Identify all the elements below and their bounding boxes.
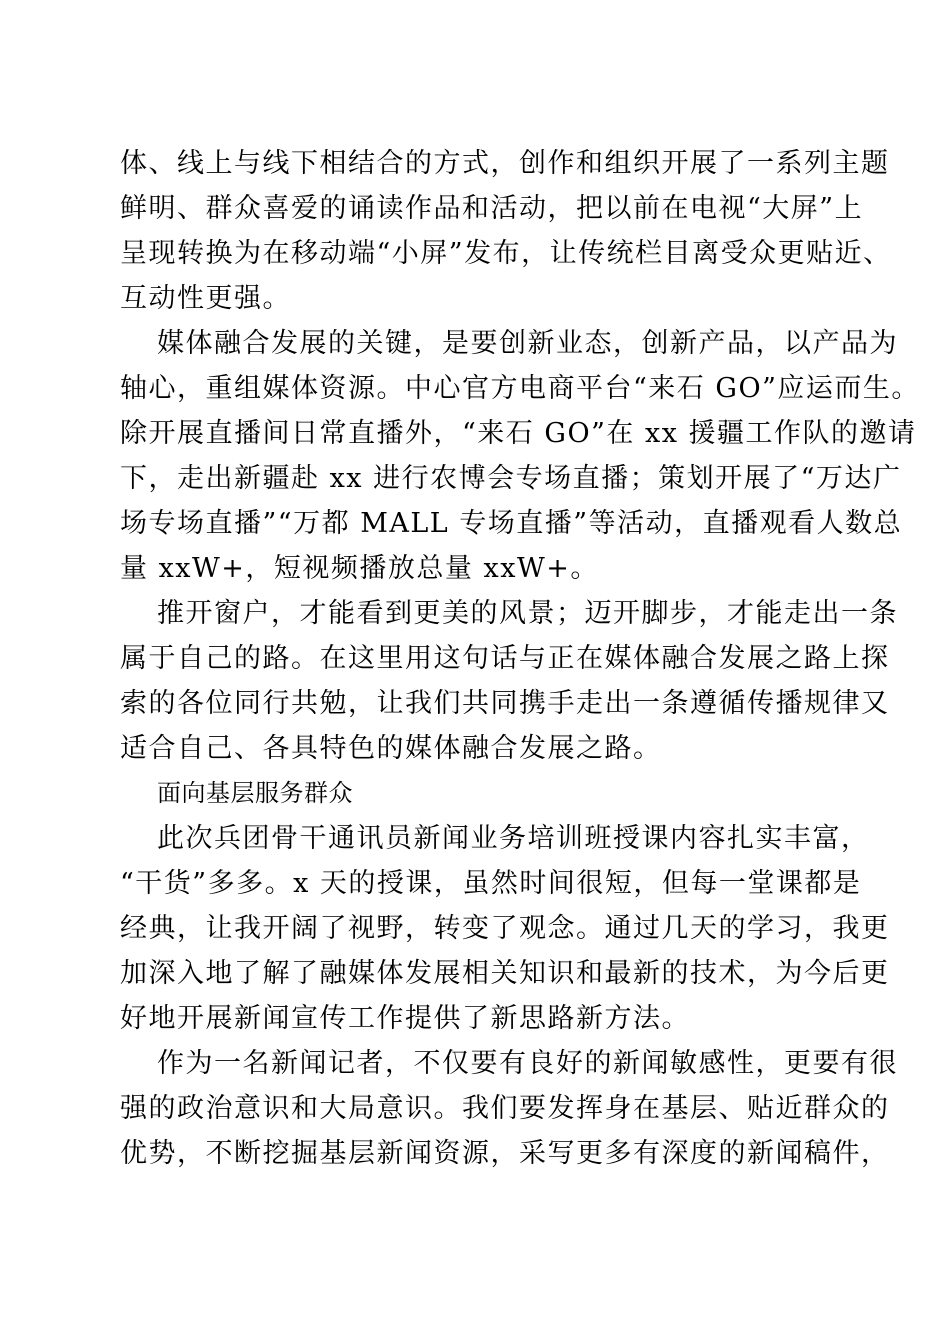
paragraph-first-line: 推开窗户，才能看到更美的风景；迈开脚步，才能走出一条	[157, 598, 898, 629]
text-line: 轴心，重组媒体资源。中心官方电商平台“来石 GO”应运而生。	[120, 373, 920, 404]
text-line: 下，走出新疆赴 xx 进行农博会专场直播；策划开展了“万达广	[120, 463, 902, 494]
paragraph-first-line: 媒体融合发展的关键，是要创新业态，创新产品，以产品为	[157, 328, 898, 359]
paragraph-first-line: 此次兵团骨干通讯员新闻业务培训班授课内容扎实丰富，	[157, 823, 870, 854]
text-line: “干货”多多。x 天的授课，虽然时间很短，但每一堂课都是	[120, 868, 862, 899]
text-line: 鲜明、群众喜爱的诵读作品和活动，把以前在电视“大屏”上	[120, 193, 864, 224]
text-line: 体、线上与线下相结合的方式，创作和组织开展了一系列主题	[120, 148, 890, 179]
text-line: 经典，让我开阔了视野，转变了观念。通过几天的学习，我更	[120, 913, 890, 944]
text-line: 强的政治意识和大局意识。我们要发挥身在基层、贴近群众的	[120, 1093, 890, 1124]
text-line: 呈现转换为在移动端“小屏”发布，让传统栏目离受众更贴近、	[120, 238, 892, 269]
text-line: 互动性更强。	[120, 283, 291, 314]
text-line: 好地开展新闻宣传工作提供了新思路新方法。	[120, 1003, 690, 1034]
text-line: 除开展直播间日常直播外，“来石 GO”在 xx 援疆工作队的邀请	[120, 418, 917, 449]
paragraph-first-line: 作为一名新闻记者，不仅要有良好的新闻敏感性，更要有很	[157, 1048, 898, 1079]
text-line: 适合自己、各具特色的媒体融合发展之路。	[120, 733, 662, 764]
section-heading: 面向基层服务群众	[157, 779, 353, 807]
text-line: 优势，不断挖掘基层新闻资源，采写更多有深度的新闻稿件，	[120, 1138, 890, 1169]
text-line: 场专场直播”“万都 MALL 专场直播”等活动，直播观看人数总	[120, 508, 903, 539]
text-line: 量 xxW+，短视频播放总量 xxW+。	[120, 553, 599, 584]
text-line: 索的各位同行共勉，让我们共同携手走出一条遵循传播规律又	[120, 688, 890, 719]
text-line: 属于自己的路。在这里用这句话与正在媒体融合发展之路上探	[120, 643, 890, 674]
text-line: 加深入地了解了融媒体发展相关知识和最新的技术，为今后更	[120, 958, 890, 989]
